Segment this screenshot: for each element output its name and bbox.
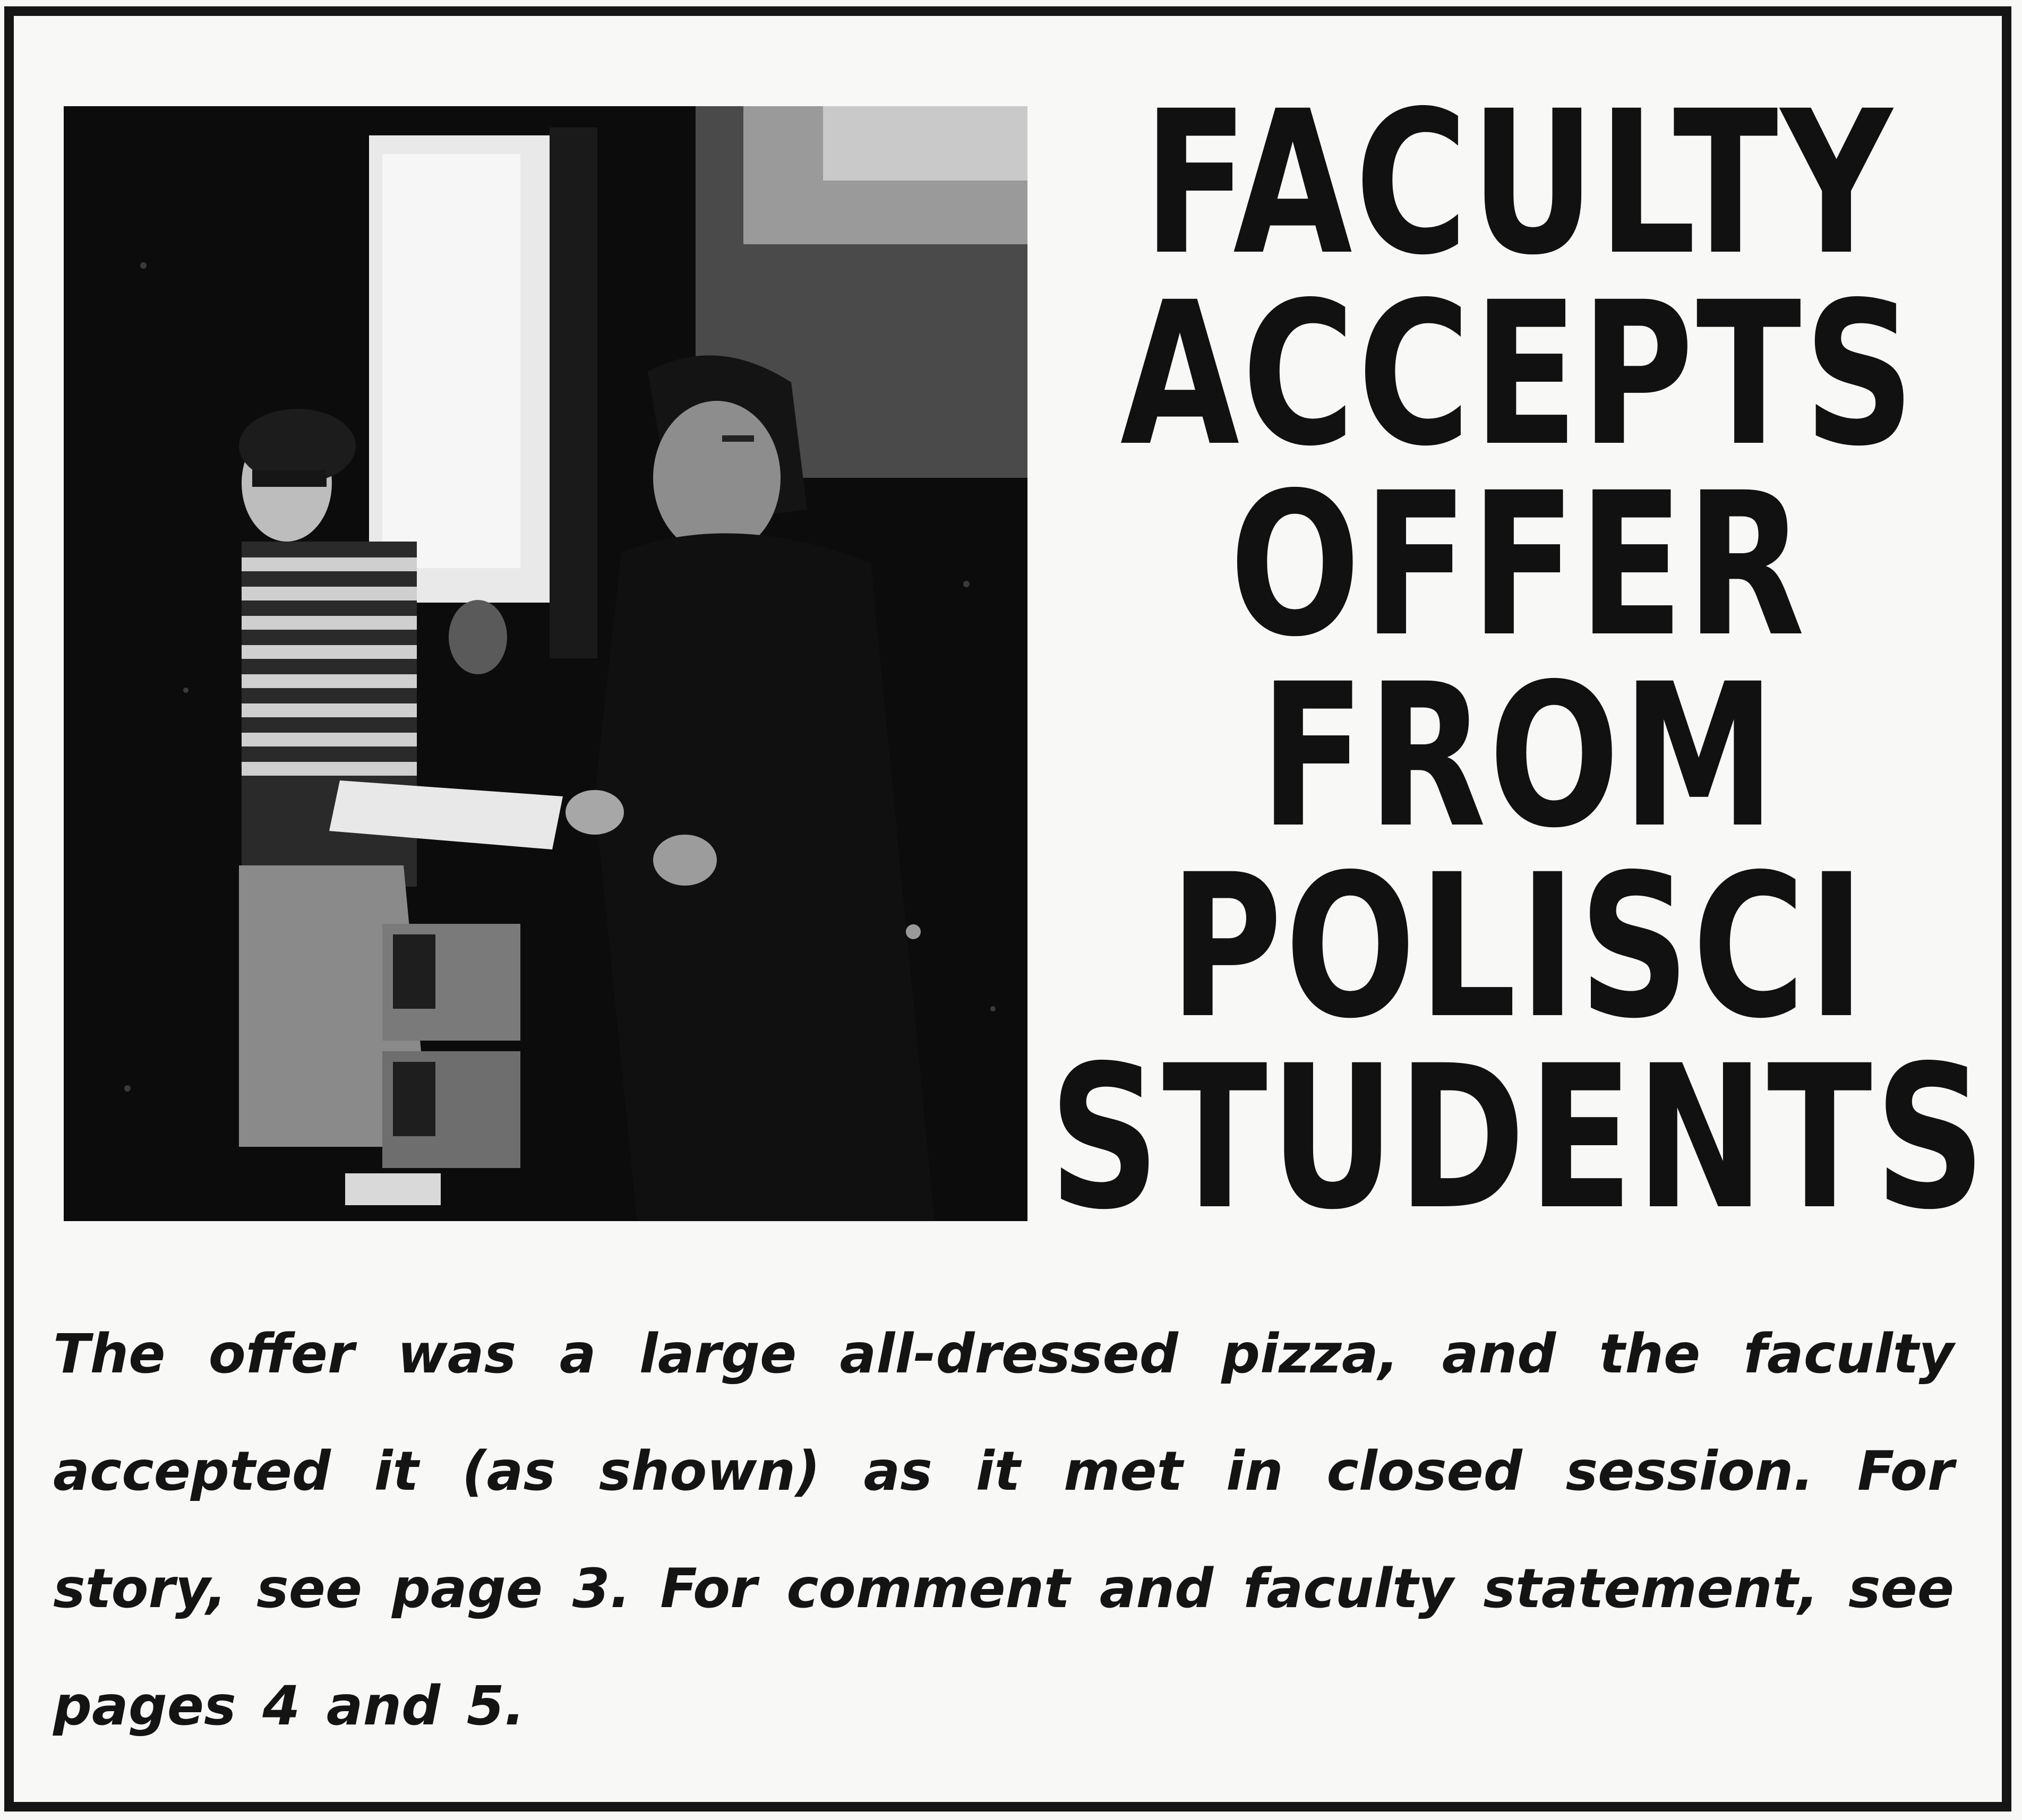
- headline-line-6: STUDENTS: [1049, 1023, 1989, 1253]
- headline-line-3: OFFER: [1229, 450, 1808, 681]
- headline-line-1: FACULTY: [1143, 68, 1895, 298]
- man-face: [653, 401, 781, 555]
- headline-line-4: FROM: [1260, 641, 1778, 871]
- newspaper-halftone-photo-icon: [64, 106, 1027, 1221]
- news-photo: [64, 106, 1027, 1221]
- headline-line-2: ACCEPTS: [1120, 259, 1917, 490]
- headline: [1049, 68, 1989, 1253]
- headline-line-5: POLISCI: [1169, 832, 1868, 1062]
- photo-caption: The offer was a large all-dressed pizza, and the faculty accepted it (as shown) as it met in closed session. For story, see page 3. For comment and faculty statement, see pages 4 and 5.: [53, 1323, 1954, 1738]
